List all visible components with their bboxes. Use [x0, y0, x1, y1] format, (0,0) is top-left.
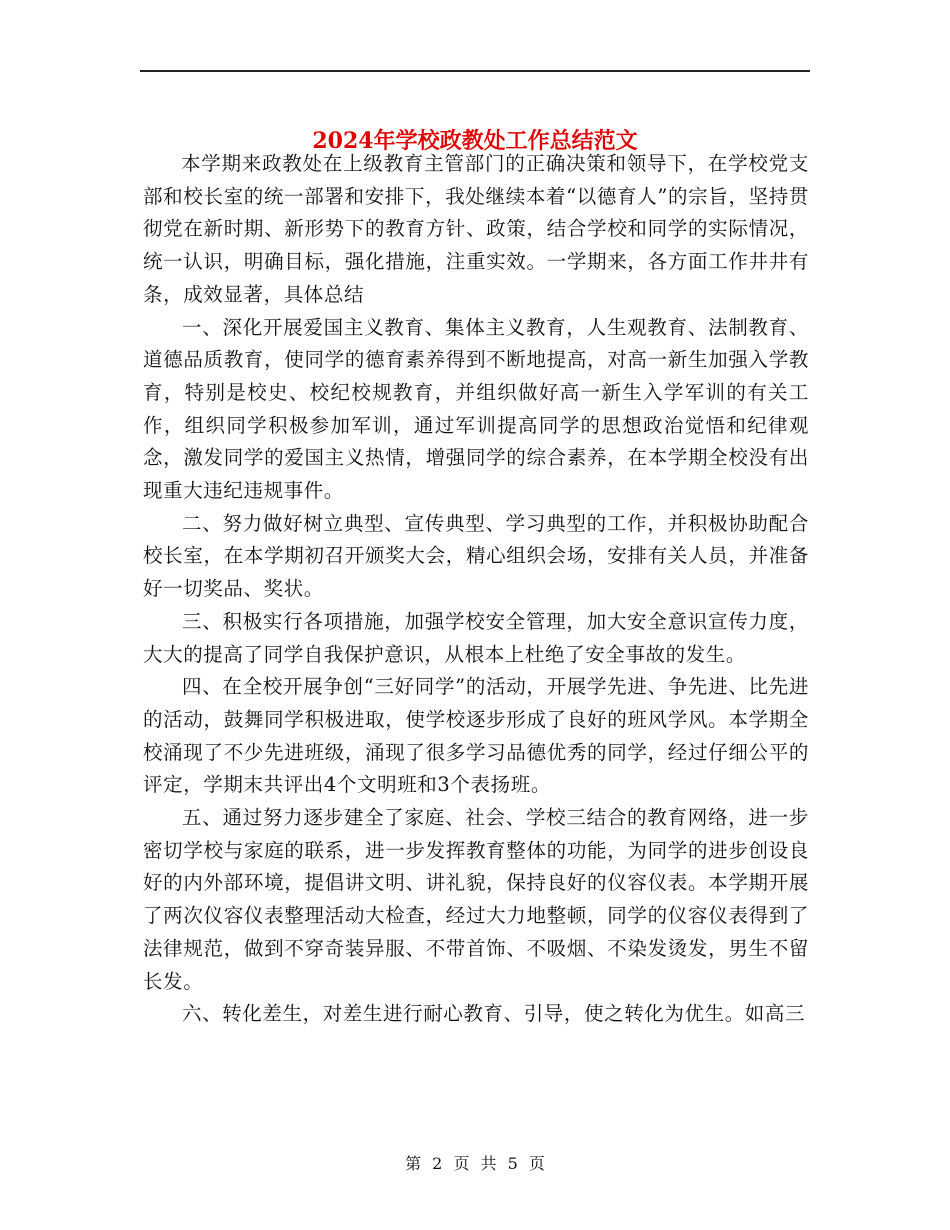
paragraph-item-3: 三、积极实行各项措施，加强学校安全管理，加大安全意识宣传力度，大大的提高了同学自我保护意识，从根本上杜绝了安全事故的发生。 [143, 609, 809, 666]
page-number: 第 2 页 共 5 页 [405, 1154, 545, 1173]
paragraph-item-6: 六、转化差生，对差生进行耐心教育、引导，使之转化为优生。如高三 [182, 1002, 806, 1026]
header-rule [140, 70, 810, 72]
paragraph-item-2: 二、努力做好树立典型、宣传典型、学习典型的工作，并积极协助配合校长室，在本学期初召开颁奖大会，精心组织会场，安排有关人员，并准备好一切奖品、奖状。 [143, 511, 809, 601]
paragraph-item-1: 一、深化开展爱国主义教育、集体主义教育，人生观教育、法制教育、道德品质教育，使同学的德育素养得到不断地提高，对高一新生加强入学教育，特别是校史、校纪校规教育，并组织做好高一新生入学军训的有关工作，组织同学积极参加军训，通过军训提高同学的思想政治觉悟和纪律观念，激发同学的爱国主义热情，增强同学的综合素养，在本学期全校没有出现重大违纪违规事件。 [143, 315, 809, 503]
paragraph-item-4: 四、在全校开展争创“三好同学”的活动，开展学先进、争先进、比先进的活动，鼓舞同学积极进取，使学校逐步形成了良好的班风学风。本学期全校涌现了不少先进班级，涌现了很多学习品德优秀的同学，经过仔细公平的评定，学期末共评出4个文明班和3个表扬班。 [143, 675, 809, 797]
document-title: 2024年学校政教处工作总结范文 [312, 127, 638, 154]
paragraph-intro: 本学期来政教处在上级教育主管部门的正确决策和领导下，在学校党支部和校长室的统一部署和安排下，我处继续本着“以德育人”的宗旨，坚持贯彻党在新时期、新形势下的教育方针、政策，结合学校和同学的实际情况，统一认识，明确目标，强化措施，注重实效。一学期来，各方面工作井井有条，成效显著，具体总结 [143, 152, 809, 306]
document-body [143, 148, 809, 1031]
paragraph-item-5: 五、通过努力逐步建全了家庭、社会、学校三结合的教育网络，进一步密切学校与家庭的联系，进一步发挥教育整体的功能，为同学的进步创设良好的内外部环境，提倡讲文明、讲礼貌，保持良好的仪容仪表。本学期开展了两次仪容仪表整理活动大检查，经过大力地整顿，同学的仪容仪表得到了法律规范，做到不穿奇装异服、不带首饰、不吸烟、不染发烫发，男生不留长发。 [143, 806, 809, 993]
